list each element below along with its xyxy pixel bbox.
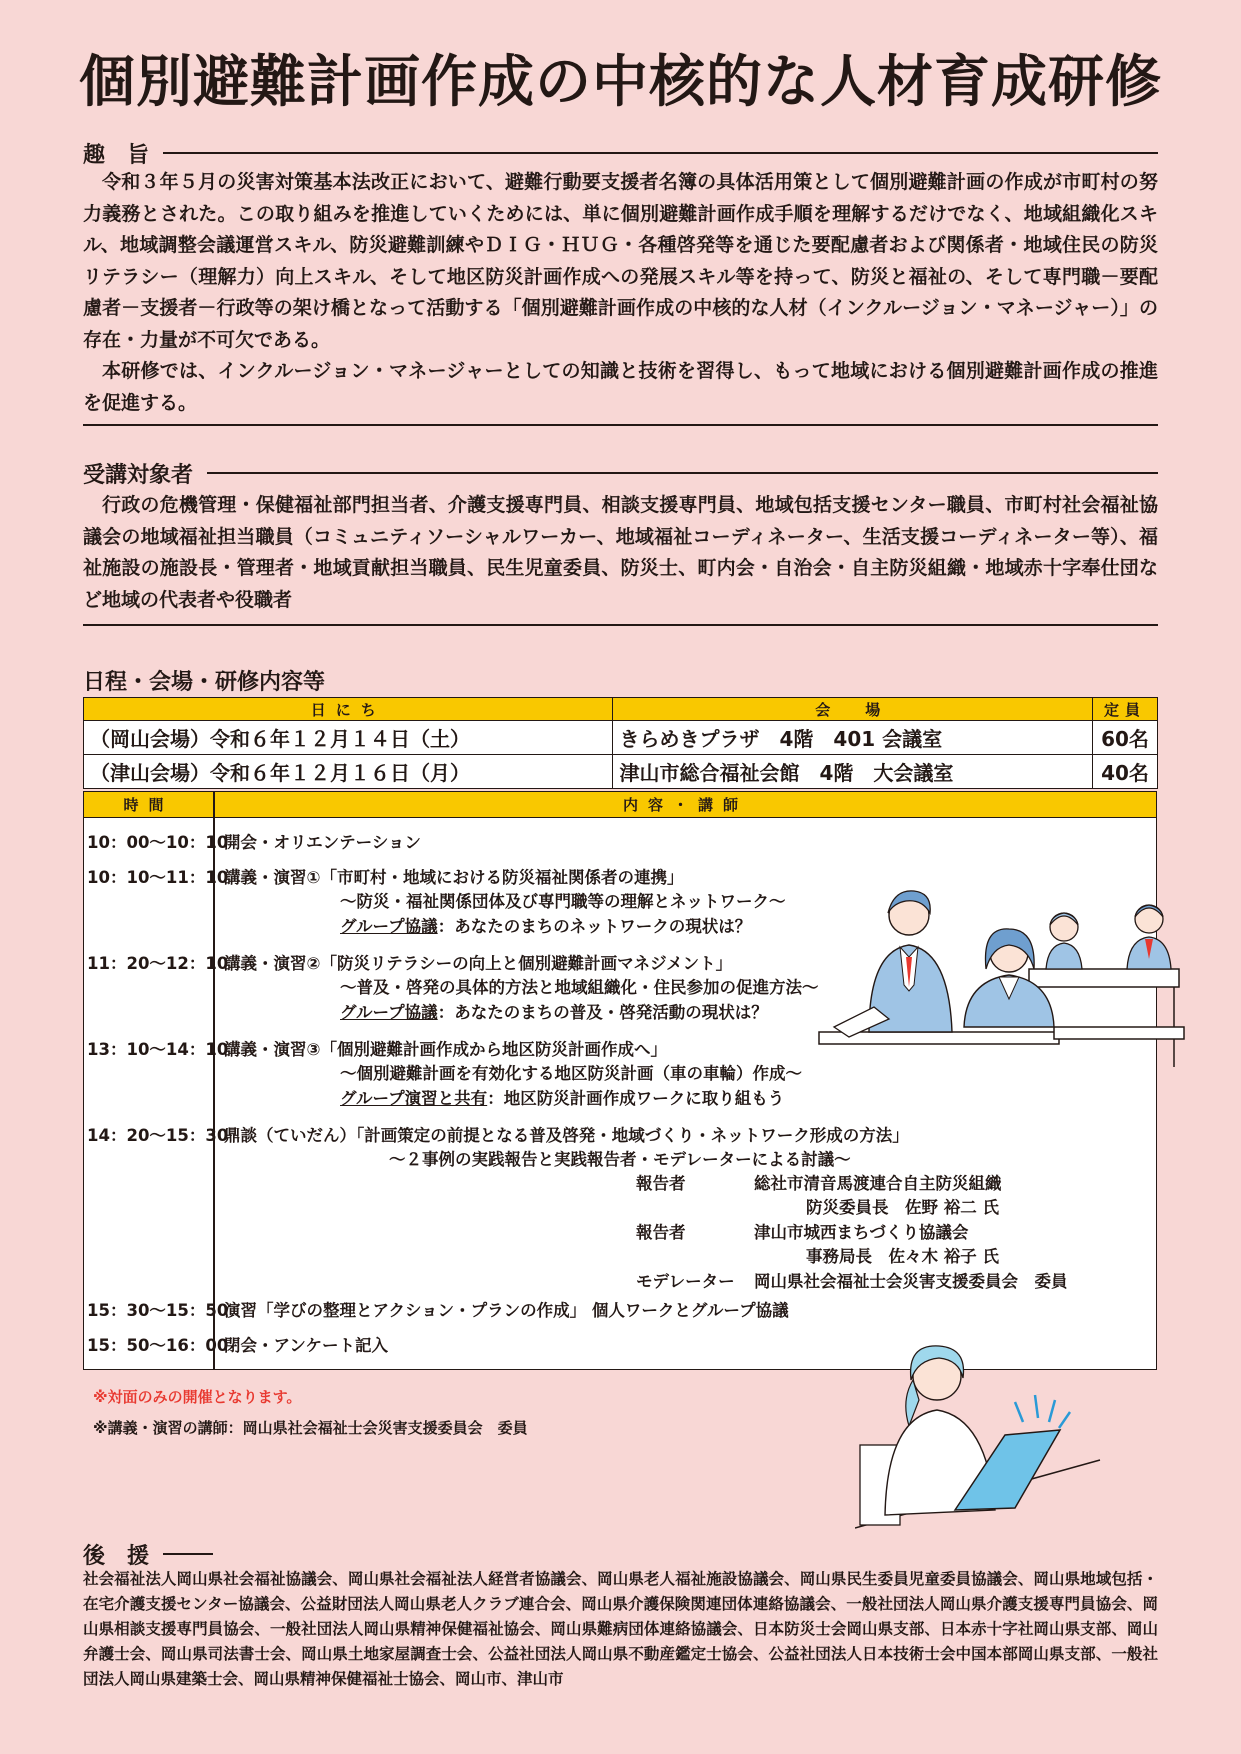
header-date: 日にち xyxy=(84,698,613,721)
row-subtitle: ～普及・啓発の具体的方法と地域組織化・住民参加の促進方法～ xyxy=(340,978,819,997)
row-time: 10：00～10：10 xyxy=(87,833,229,852)
group-label: グループ演習と共有 xyxy=(340,1089,488,1108)
purpose-paragraph-2: 本研修では、インクルージョン・マネージャーとしての知識と技術を習得し、もって地域における個別避難計画作成の推進を促進する。 xyxy=(83,360,1158,414)
note-in-person: ※対面のみの開催となります。 xyxy=(93,1388,302,1406)
row-time: 10：10～11：10 xyxy=(87,868,229,887)
row-group-work xyxy=(340,1085,784,1109)
table-row xyxy=(84,755,1158,789)
row-time: 15：50～16：00 xyxy=(87,1336,229,1355)
divider xyxy=(83,424,1158,426)
venue-table xyxy=(83,697,1158,789)
divider xyxy=(207,472,1158,474)
row-time: 13：10～14：10 xyxy=(87,1040,229,1059)
support-text: 社会福祉法人岡山県社会福祉協議会、岡山県社会福祉法人経営者協議会、岡山県老人福祉施設協議会、岡山県民生委員児童委員協議会、岡山県地域包括・在宅介護支援センター協議会、公益財団法人岡山県老人クラブ連合会、岡山県介護保険関連団体連絡協議会、一般社団法人岡山県介護支援専門員協会、岡山県相談支援専門員協会、一般社団法人岡山県精神保健福祉協会、岡山県難病団体連絡協議会、日本防災士会岡山県支部、日本赤十字社岡山県支部、岡山弁護士会、岡山県司法書士会、岡山県土地家屋調査士会、公益社団法人岡山県不動産鑑定士協会、公益社団法人日本技術士会中国本部岡山県支部、一般社団法人岡山県建築士会、岡山県精神保健福祉士協会、岡山市、津山市 xyxy=(83,1570,1158,1688)
purpose-heading xyxy=(83,136,1158,170)
header-venue: 会 場 xyxy=(613,698,1093,721)
row-time: 14：20～15：30 xyxy=(87,1126,229,1145)
panel-reporter-name: 事務局長 佐々木 裕子 氏 xyxy=(806,1247,999,1266)
group-text: ：あなたのまちの普及・啓発活動の現状は？ xyxy=(437,1003,768,1022)
row-content: 閉会・アンケート記入 xyxy=(224,1336,389,1355)
purpose-text xyxy=(83,167,1158,419)
row-time: 15：30～15：50 xyxy=(87,1301,229,1320)
venue-name: きらめきプラザ 4階 401 会議室 xyxy=(613,721,1093,755)
row-group-work xyxy=(340,913,751,937)
panel-moderator: 岡山県社会福祉士会災害支援委員会 委員 xyxy=(754,1272,1068,1291)
row-content: 開会・オリエンテーション xyxy=(224,833,422,852)
target-paragraph: 行政の危機管理・保健福祉部門担当者、介護支援専門員、相談支援専門員、地域包括支援センター職員、市町村社会福祉協議会の地域福祉担当職員（コミュニティソーシャルワーカー、地域福祉コーディネーター、生活支援コーディネーター等）、福祉施設の施設長・管理者・地域貢献担当職員、民生児童委員、防災士、町内会・自治会・自主防災組織・地域赤十字奉仕団など地域の代表者や役職者 xyxy=(83,494,1158,611)
panel-reporter-org: 総社市清音馬渡連合自主防災組織 xyxy=(754,1174,1002,1193)
schedule-heading xyxy=(83,663,325,697)
venue-table-header xyxy=(84,698,1158,721)
group-text: ：あなたのまちのネットワークの現状は？ xyxy=(437,917,752,936)
row-content: 演習「学びの整理とアクション・プランの作成」 個人ワークとグループ協議 xyxy=(224,1301,789,1320)
panel-moderator-label: モデレーター xyxy=(636,1272,735,1291)
laptop-illustration xyxy=(855,1340,1105,1535)
row-subtitle: ～個別避難計画を有効化する地区防災計画（車の車輪）作成～ xyxy=(340,1064,802,1083)
page-title: 個別避難計画作成の中核的な人材育成研修 xyxy=(79,50,1162,115)
panel-reporter-name: 防災委員長 佐野 裕二 氏 xyxy=(806,1198,999,1217)
purpose-paragraph-1: 令和３年５月の災害対策基本法改正において、避難行動要支援者名簿の具体活用策として個別避難計画の作成が市町村の努力義務とされた。この取り組みを推進していくためには、単に個別避難計画作成手順を理解するだけでなく、地域組織化スキル、地域調整会議運営スキル、防災避難訓練やＤＩＧ・ＨＵＧ・各種啓発等を通じた要配慮者および関係者・地域住民の防災リテラシー（理解力）向上スキル、そして地区防災計画作成への発展スキル等を持って、防災と福祉の、そして専門職－要配慮者－支援者－行政等の架け橋となって活動する「個別避難計画作成の中核的な人材（インクルージョン・マネージャー）」の存在・力量が不可欠である。 xyxy=(83,171,1158,351)
row-subtitle: ～２事例の実践報告と実践報告者・モデレーターによる討議～ xyxy=(389,1150,851,1169)
row-content: 講義・演習①「市町村・地域における防災福祉関係者の連携」 xyxy=(224,868,684,887)
target-heading xyxy=(83,456,1158,490)
header-time: 時間 xyxy=(123,796,174,814)
note-instructor: ※講義・演習の講師：岡山県社会福祉士会災害支援委員会 委員 xyxy=(93,1419,528,1437)
divider xyxy=(163,152,1158,154)
venue-name: 津山市総合福祉会館 4階 大会議室 xyxy=(613,755,1093,789)
row-time: 11：20～12：10 xyxy=(87,954,229,973)
row-group-work xyxy=(340,999,768,1023)
training-illustration xyxy=(814,887,1214,1072)
row-content: 講義・演習②「防災リテラシーの向上と個別避難計画マネジメント」 xyxy=(224,954,733,973)
divider xyxy=(83,624,1158,626)
venue-capacity: 60名 xyxy=(1093,721,1158,755)
header-content: 内容・講師 xyxy=(622,796,748,814)
row-content: 鼎談（ていだん）「計画策定の前提となる普及啓発・地域づくり・ネットワーク形成の方法」 xyxy=(224,1126,909,1145)
venue-date: （津山会場）令和６年１２月１６日（月） xyxy=(84,755,613,789)
table-row xyxy=(84,721,1158,755)
group-label: グループ協議 xyxy=(340,917,438,936)
panel-reporter-org: 津山市城西まちづくり協議会 xyxy=(754,1223,969,1242)
group-label: グループ協議 xyxy=(340,1003,438,1022)
support-heading-label: 後 援 xyxy=(83,1543,150,1569)
header-capacity: 定員 xyxy=(1093,698,1158,721)
program-header xyxy=(84,792,1156,818)
support-heading xyxy=(83,1537,1158,1571)
program-table xyxy=(83,791,1157,1370)
group-text: ：地区防災計画作成ワークに取り組もう xyxy=(487,1089,785,1108)
schedule-heading-label: 日程・会場・研修内容等 xyxy=(83,669,326,695)
venue-date: （岡山会場）令和６年１２月１４日（土） xyxy=(84,721,613,755)
purpose-heading-label: 趣 旨 xyxy=(83,142,150,168)
panel-reporter-label: 報告者 xyxy=(636,1174,686,1193)
row-content: 講義・演習③「個別避難計画作成から地区防災計画作成へ」 xyxy=(224,1040,667,1059)
target-heading-label: 受講対象者 xyxy=(83,462,194,488)
venue-capacity: 40名 xyxy=(1093,755,1158,789)
target-text xyxy=(83,490,1158,616)
panel-reporter-label: 報告者 xyxy=(636,1223,686,1242)
divider xyxy=(163,1553,213,1555)
row-subtitle: ～防災・福祉関係団体及び専門職等の理解とネットワーク～ xyxy=(340,892,786,911)
